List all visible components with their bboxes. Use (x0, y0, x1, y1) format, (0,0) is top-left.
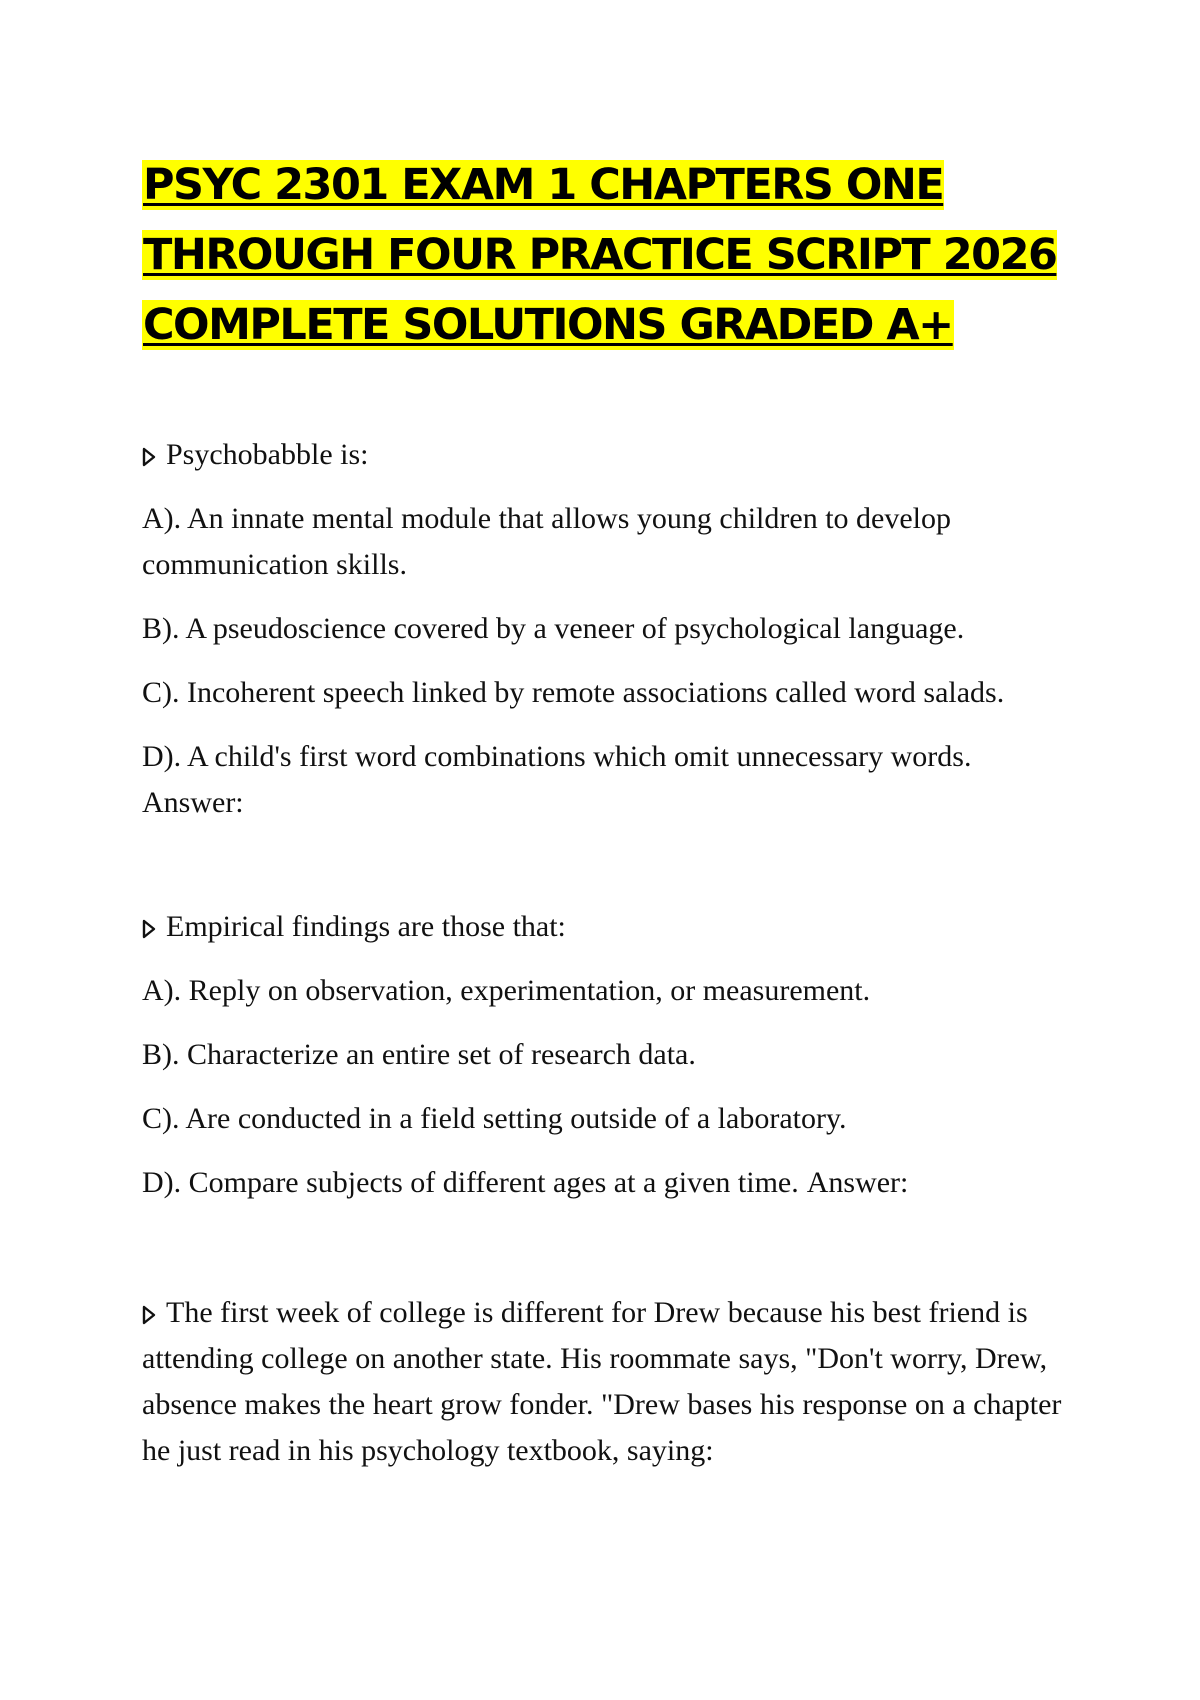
option-c: C). Are conducted in a field setting outside of a laboratory. (142, 1102, 847, 1135)
answer-label: Answer: (142, 786, 244, 819)
option-b: B). Characterize an entire set of research data. (142, 1038, 696, 1071)
title-line: COMPLETE SOLUTIONS GRADED A+ (143, 300, 953, 350)
question-3 (142, 1290, 1062, 1492)
question-stem: Empirical findings are those that: (142, 904, 1062, 950)
question-1 (142, 432, 1062, 826)
option-a: A). Reply on observation, experimentation, or measurement. (142, 974, 871, 1007)
question-stem: Psychobabble is: (142, 432, 1062, 478)
triangle-outline-right-icon (142, 1290, 152, 1336)
answer-label: Answer: (806, 1166, 909, 1199)
option-a: A). An innate mental module that allows young children to develop communication skills. (142, 502, 951, 581)
triangle-outline-right-icon (142, 432, 152, 478)
option-d: D). A child's first word combinations which omit unnecessary words. Answer: (142, 734, 1062, 826)
option-c: C). Incoherent speech linked by remote associations called word salads. (142, 676, 1005, 709)
title-line: THROUGH FOUR PRACTICE SCRIPT 2026 (143, 230, 1057, 280)
option-b: B). A pseudoscience covered by a veneer of psychological language. (142, 612, 965, 645)
question-2 (142, 904, 1062, 1206)
title-line: PSYC 2301 EXAM 1 CHAPTERS ONE (143, 160, 944, 210)
triangle-outline-right-icon (142, 904, 152, 950)
document-title (142, 150, 1072, 360)
option-d: D). Compare subjects of different ages at a given time. Answer: (142, 1166, 909, 1199)
question-stem: The first week of college is different for Drew because his best friend is attending college on another state. His roommate says, "Don't worry, Drew, absence makes the heart grow fonder. "Drew bases his response on a chapter he just read in his psychology textbook, saying: (142, 1290, 1062, 1474)
